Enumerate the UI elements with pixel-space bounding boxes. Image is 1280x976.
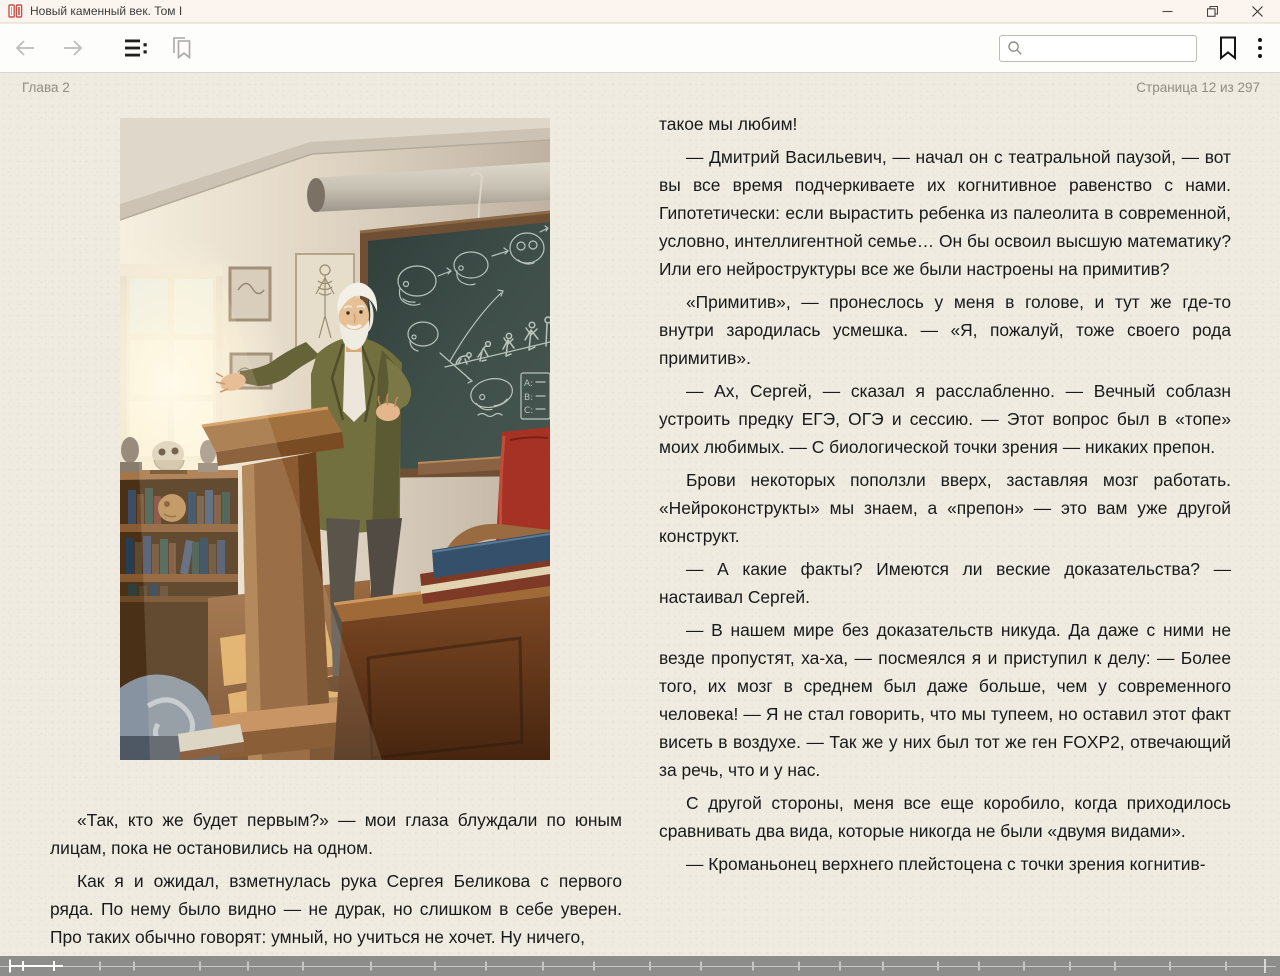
progress-tick [434, 962, 436, 971]
list-with-dots-icon [125, 38, 148, 58]
progress-tick [1069, 962, 1071, 971]
paragraph: такое мы любим! [659, 114, 798, 134]
window-close-icon [1252, 6, 1263, 17]
progress-tick [593, 962, 595, 971]
progress-tick [542, 962, 544, 971]
svg-text:A:: A: [524, 379, 534, 389]
progress-tick [1169, 962, 1171, 971]
open-book-icon [8, 4, 23, 18]
progress-tick [1023, 962, 1025, 971]
close-button[interactable] [1235, 0, 1280, 23]
progress-baseline [0, 966, 1276, 967]
window-controls [1145, 0, 1280, 23]
progress-tick [302, 962, 304, 971]
paragraph: — Ах, Сергей, — сказал я расслабленно. — Вечный соблазн устроить предку ЕГЭ, ОГЭ и сессию. — Этот вопрос был в «топе» моих любимых. — С биологической точки зрения — никаких препон. [659, 381, 1231, 457]
progress-tick [1225, 962, 1227, 971]
bookmark-icon [1219, 36, 1237, 60]
progress-tick [9, 960, 11, 973]
progress-tick [700, 962, 702, 971]
forward-button[interactable] [61, 37, 85, 59]
paragraph: — В нашем мире без доказательств никуда. Да даже с ними не везде пропустят, ха-ха, — посмеялся я и приступил к делу: — Более того, их мозг в среднем был даже больше, чем у современного человека! — Я не стал говорить, что мы тупеем, но оставил этот факт висеть в воздухе. — Так же у них был тот же ген FOXP2, отвечающий за речь, что и у нас. [659, 620, 1231, 780]
bookmark-button[interactable] [1219, 36, 1237, 60]
paragraph: Брови некоторых поползли вверх, заставляя мозг работать. «Нейроконструкты» мы знаем, а «препон» — это вам уже другой конструкт. [659, 470, 1231, 546]
paragraph: С другой стороны, меня все еще коробило, когда приходилось сравнивать два вида, которые никогда не были «двумя видами». [659, 793, 1231, 841]
progress-tick [649, 962, 651, 971]
paragraph: «Примитив», — пронеслось у меня в голове, и тут же где-то внутри зародилась усмешка. — «Я, пожалуй, тоже своего рода примитив». [659, 292, 1231, 368]
progress-tick [485, 962, 487, 971]
paragraph: — Кроманьонец верхнего плейстоцена с точки зрения когнитив- [686, 854, 1206, 874]
progress-tick [1114, 962, 1116, 971]
progress-bar[interactable] [0, 956, 1280, 976]
kebab-vertical-icon [1257, 37, 1263, 59]
progress-tick [370, 962, 372, 971]
progress-tick [798, 962, 800, 971]
restore-button[interactable] [1190, 0, 1235, 23]
reading-area [0, 74, 1280, 956]
left-column-text [50, 806, 622, 956]
search-input[interactable] [1027, 38, 1177, 58]
right-column-text [659, 110, 1231, 956]
progress-tick [133, 962, 135, 971]
window-title: Новый каменный век. Том I [30, 4, 183, 18]
paragraph: «Так, кто же будет первым?» — мои глаза блуждали по юным лицам, пока не остановились на одном. [50, 810, 622, 858]
progress-tick [22, 961, 24, 971]
window-restore-icon [1207, 6, 1218, 17]
table-of-contents-button[interactable] [125, 38, 148, 58]
title-bar [0, 0, 1280, 23]
magnifier-icon [1007, 40, 1023, 56]
toolbar [0, 24, 1280, 73]
classroom-illustration [120, 118, 550, 760]
progress-tick [752, 962, 754, 971]
page-label: Страница 12 из 297 [1136, 80, 1260, 95]
menu-button[interactable] [1257, 37, 1263, 59]
bookmark-pages-icon [171, 36, 195, 60]
chapter-label: Глава 2 [22, 80, 70, 95]
progress-tick [199, 962, 201, 971]
minimize-button[interactable] [1145, 0, 1190, 23]
back-button[interactable] [13, 37, 37, 59]
svg-text:B:: B: [524, 393, 534, 403]
progress-tick [937, 962, 939, 971]
paragraph: Как я и ожидал, взметнулась рука Сергея Беликова с первого ряда. По нему было видно — не дурак, но слишком в себе уверен. Про таких обычно говорят: умный, но учиться не хочет. Ну ничего, [50, 871, 622, 947]
search-box[interactable] [999, 35, 1197, 62]
progress-tick [99, 962, 101, 971]
progress-tick [53, 961, 55, 971]
progress-tick [1264, 959, 1266, 973]
progress-tick [882, 962, 884, 971]
progress-tick [839, 962, 841, 971]
arrow-left-icon [13, 37, 37, 59]
paragraph: — А какие факты? Имеются ли веские доказательства? — настаивал Сергей. [659, 559, 1231, 607]
arrow-right-icon [61, 37, 85, 59]
svg-text:C:: C: [524, 406, 534, 416]
progress-tick [978, 962, 980, 971]
bookmarks-list-button[interactable] [171, 36, 195, 60]
progress-tick [247, 962, 249, 971]
window-minimize-icon [1162, 6, 1173, 17]
paragraph: — Дмитрий Васильевич, — начал он с театральной паузой, — вот вы все время подчеркиваете их когнитивное равенство с нами. Гипотетически: если вырастить ребенка из палеолита в современной, условно, интеллигентной семье… Он бы освоил высшую математику? Или его нейроструктуры все же были настроены на примитив? [659, 147, 1231, 279]
